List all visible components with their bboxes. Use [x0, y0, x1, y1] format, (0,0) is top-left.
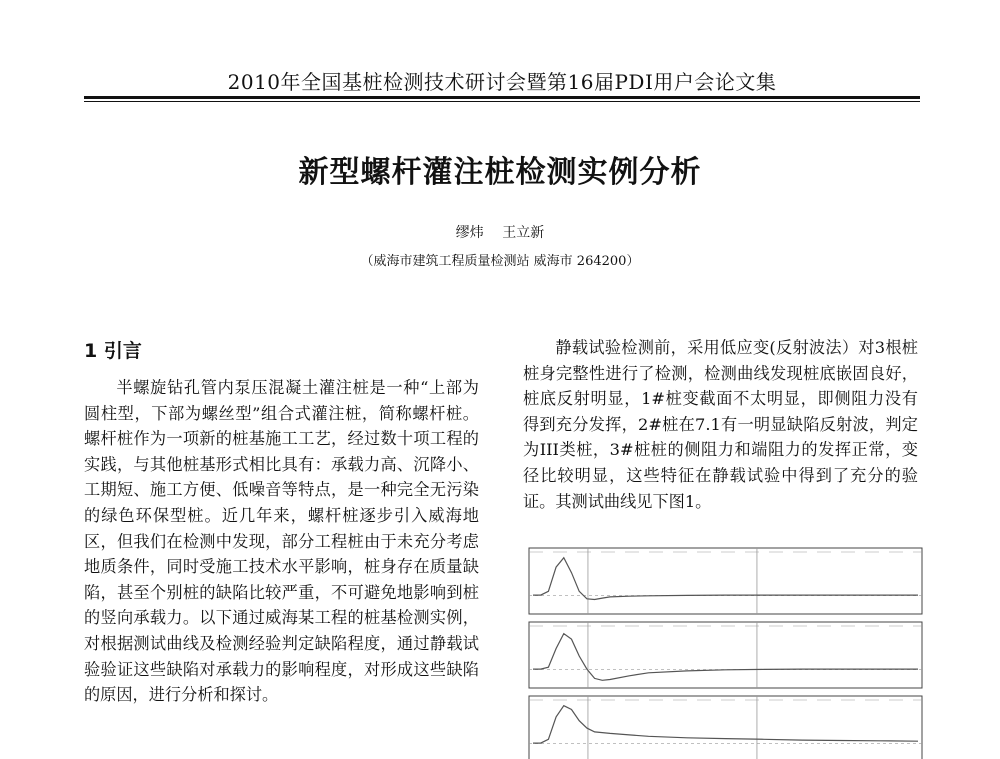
left-column — [84, 375, 479, 708]
curve-trace-1 — [533, 558, 918, 600]
author-list — [0, 222, 1000, 242]
static-test-paragraph: 静载试验检测前，采用低应变(反射波法）对3根桩桩身完整性进行了检测，检测曲线发现桩底嵌固良好，桩底反射明显，1#桩变截面不太明显，即侧阻力没有得到充分发挥，2#桩在7.1有一明显缺陷反射波，判定为III类桩，3#桩桩的侧阻力和端阻力的发挥正常，变径比较明显，这些特征在静载试验中得到了充分的验证。其测试曲线见下图1。 — [523, 338, 918, 511]
header-rule-thin — [84, 101, 920, 102]
affiliation: （威海市建筑工程质量检测站 威海市 264200） — [360, 254, 640, 269]
intro-paragraph: 半螺旋钻孔管内泵压混凝土灌注桩是一种“上部为圆柱型，下部为螺丝型”组合式灌注桩，简称螺杆桩。螺杆桩作为一项新的桩基施工工艺，经过数十项工程的实践，与其他桩基形式相比具有：承载力高、沉降小、工期短、施工方便、低噪音等特点，是一种完全无污染的绿色环保型桩。近几年来，螺杆桩逐步引入威海地区，但我们在检测中发现，部分工程桩由于未充分考虑地质条件，同时受施工技术水平影响，桩身存在质量缺陷，甚至个别桩的缺陷比较严重，不可避免地影响到桩的竖向承载力。以下通过威海某工程的桩基检测实例，对根据测试曲线及检测经验判定缺陷程度，通过静载试验验证这些缺陷对承载力的影响程度，对形成这些缺陷的原因，进行分析和探讨。 — [84, 378, 479, 705]
right-column — [523, 335, 918, 514]
paper-title: 新型螺杆灌注桩检测实例分析 — [298, 155, 702, 190]
author-2: 王立新 — [502, 225, 545, 241]
author-1: 缪炜 — [455, 225, 484, 241]
figure-1-svg — [523, 542, 928, 759]
running-header: 2010年全国基桩检测技术研讨会暨第16届PDI用户会论文集 — [227, 70, 777, 94]
curve-trace-2 — [533, 634, 918, 681]
curve-trace-3 — [533, 706, 918, 743]
figure-1-test-curves — [523, 542, 928, 759]
section-heading-introduction: 1 引言 — [84, 340, 142, 362]
header-rule-thick — [84, 96, 920, 99]
